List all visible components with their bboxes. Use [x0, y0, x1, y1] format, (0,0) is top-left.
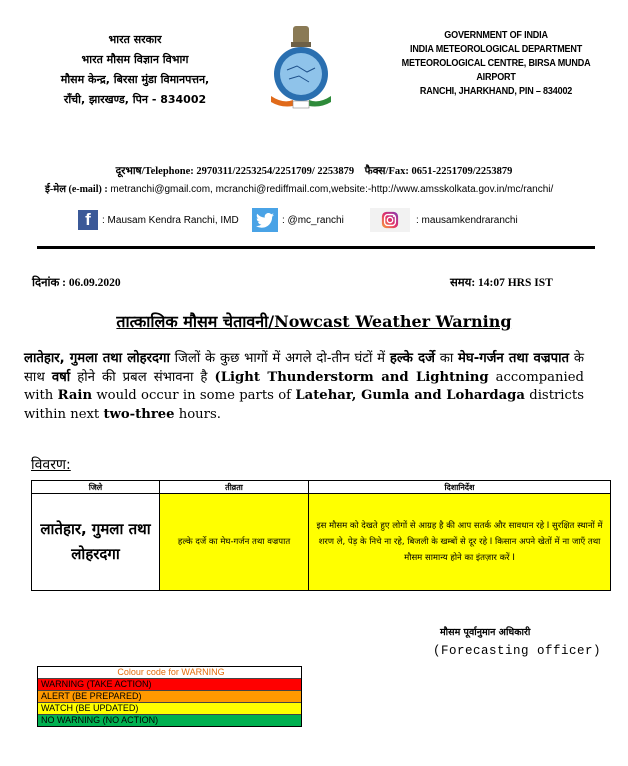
- hindi-line: राँची, झारखण्ड, पिन - 834002: [63, 93, 207, 106]
- email-label: ई-मेल (e-mail) :: [45, 184, 108, 195]
- table-row: [32, 494, 611, 591]
- hindi-line: भारत सरकार: [108, 33, 162, 46]
- legend-no-warning: NO WARNING (NO ACTION): [38, 714, 301, 726]
- facebook-handle[interactable]: [78, 207, 239, 233]
- text-segment: accompanied with: [24, 369, 584, 403]
- twitter-handle[interactable]: [252, 207, 344, 233]
- column-header-districts: जिले: [32, 481, 160, 494]
- warning-paragraph: [24, 350, 584, 424]
- instagram-handle[interactable]: [370, 207, 518, 233]
- page-title: तात्कालिक मौसम चेतावनी/Nowcast Weather Warning: [116, 312, 512, 331]
- legend-title: Colour code for WARNING: [117, 667, 225, 677]
- english-line: RANCHI, JHARKHAND, PIN – 834002: [419, 85, 573, 97]
- english-line: METEOROLOGICAL CENTRE, BIRSA MUNDA AIRPORT: [401, 57, 591, 83]
- table-header-row: [32, 481, 611, 494]
- text-segment: के साथ: [24, 351, 584, 385]
- telephone: दूरभाष/Telephone: 2970311/2253254/2251709/ 2253879: [115, 166, 355, 177]
- imd-emblem-icon: [263, 24, 339, 114]
- rain-english: Rain: [57, 388, 93, 403]
- facebook-icon: f: [78, 210, 98, 230]
- phone-fax-line: [0, 164, 628, 178]
- details-label: विवरण:: [31, 457, 71, 473]
- issue-date: दिनांक : 06.09.2020: [32, 277, 121, 289]
- districts-cell: लातेहार, गुमला तथा लोहरदगा: [32, 494, 160, 591]
- hindi-line: मौसम केन्द्र, बिरसा मुंडा विमानपत्तन,: [60, 73, 210, 86]
- email-website-text[interactable]: metranchi@gmail.com, mcranchi@rediffmail.com,website:-http://www.amsskolkata.gov.in/mc/ranchi/: [107, 184, 554, 195]
- twitter-icon: [252, 208, 278, 232]
- text-segment: का: [434, 351, 459, 366]
- duration-english: two-three: [103, 406, 175, 422]
- legend-watch: WATCH (BE UPDATED): [38, 702, 301, 714]
- header-divider: [37, 246, 595, 249]
- english-line: GOVERNMENT OF INDIA: [444, 29, 548, 41]
- issue-time: समय: 14:07 HRS IST: [450, 277, 553, 289]
- twitter-label: : @mc_ranchi: [282, 214, 344, 226]
- rain-hindi: वर्षा: [51, 369, 71, 385]
- column-header-intensity: तीव्रता: [160, 481, 309, 494]
- text-segment: होने की प्रबल संभावना है: [70, 369, 215, 385]
- legend-warning: WARNING (TAKE ACTION): [38, 678, 301, 690]
- officer-title-hindi: मौसम पूर्वानुमान अधिकारी: [440, 627, 531, 638]
- email-website-line: [45, 181, 553, 195]
- phenomenon-english: (Light Thunderstorm and Lightning: [214, 369, 489, 385]
- hindi-line: भारत मौसम विज्ञान विभाग: [81, 53, 189, 66]
- facebook-label: : Mausam Kendra Ranchi, IMD: [102, 214, 239, 226]
- text-segment: जिलों के कुछ भागों में अगले दो-तीन घंटों में: [169, 351, 390, 366]
- districts-hindi: लातेहार, गुमला तथा लोहरदगा: [24, 351, 170, 366]
- colour-code-legend: [37, 666, 302, 727]
- text-segment: districts within next: [24, 388, 584, 422]
- legend-alert: ALERT (BE PREPARED): [38, 690, 301, 702]
- hindi-letterhead: [0, 30, 270, 110]
- officer-title-english: (Forecasting officer): [433, 644, 602, 658]
- fax: फैक्स/Fax: 0651-2251709/2253879: [364, 166, 513, 177]
- english-letterhead: [395, 28, 597, 98]
- column-header-guidance: दिशानिर्देश: [309, 481, 611, 494]
- instagram-label: : mausamkendraranchi: [416, 214, 518, 226]
- phenomenon-hindi: मेघ-गर्जन तथा वज्रपात: [458, 351, 570, 366]
- intensity-cell: हल्के दर्जे का मेघ-गर्जन तथा वज्रपात: [160, 494, 309, 591]
- intensity-hindi: हल्के दर्जे: [389, 351, 435, 366]
- text-segment: would occur in some parts of: [92, 388, 296, 403]
- districts-english: Latehar, Gumla and Lohardaga: [295, 388, 525, 403]
- warning-details-table: [31, 480, 611, 591]
- guidance-cell: इस मौसम को देखते हुए लोगों से आग्रह है की आप सतर्क और सावधान रहे I सुरक्षित स्थानों में शरण ले, पेड़ के निचे ना रहे, बिजली के खम्बों से दूर रहे I किसान अपने खेतों में ना जाएँ तथा मौसम सामान्य होने का इंतज़ार करें I: [309, 494, 611, 591]
- instagram-icon: [370, 208, 410, 232]
- english-line: INDIA METEOROLOGICAL DEPARTMENT: [409, 43, 583, 55]
- text-segment: hours.: [174, 406, 221, 422]
